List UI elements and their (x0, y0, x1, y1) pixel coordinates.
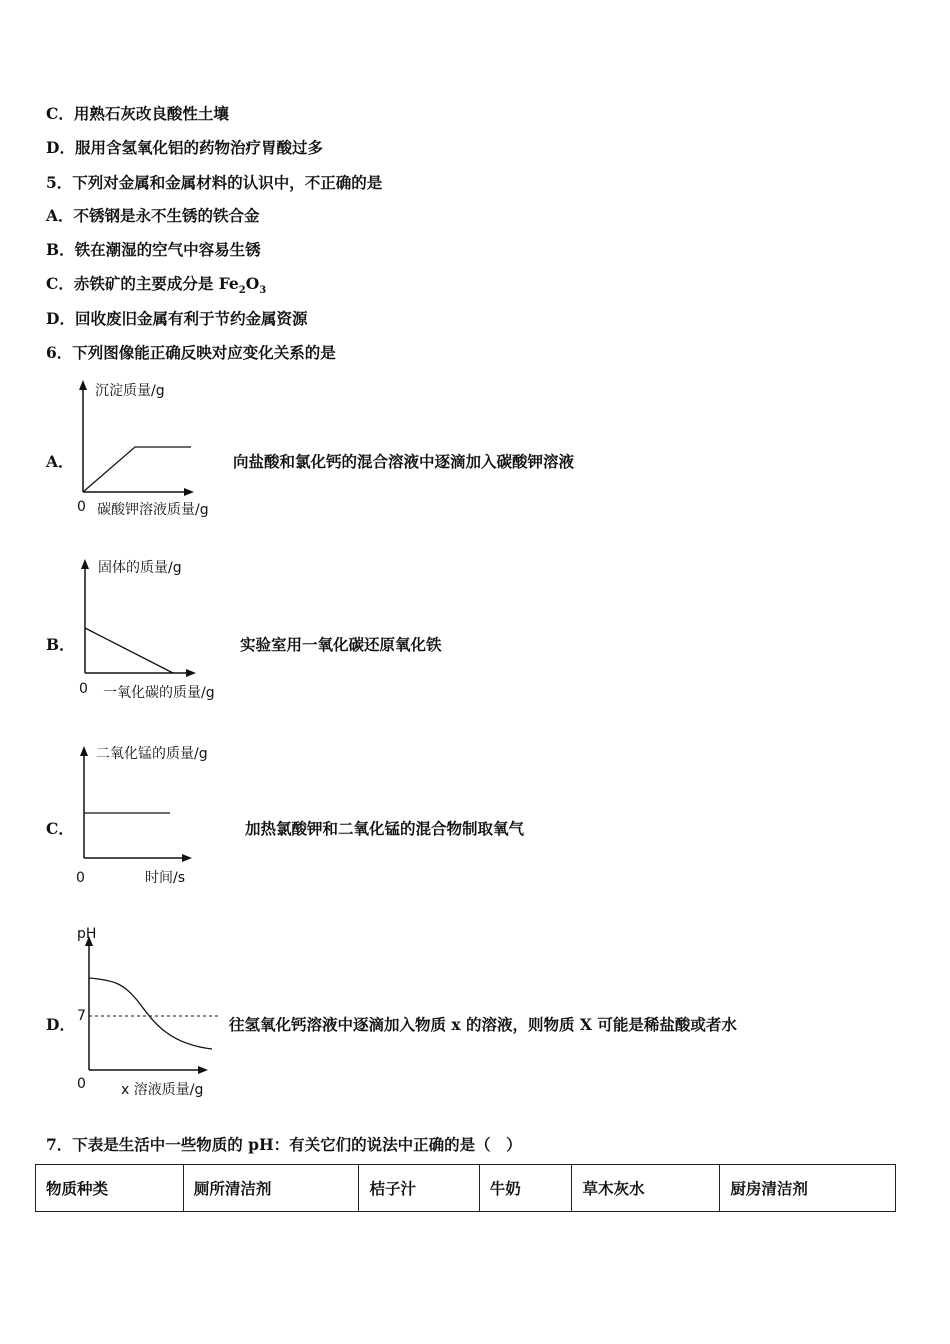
q6-desc-a: 向盐酸和氯化钙的混合溶液中逐滴加入碳酸钾溶液 (233, 452, 575, 471)
table-header-cell: 草木灰水 (572, 1165, 720, 1212)
q5c-sub2: 3 (259, 285, 267, 297)
graph-d-x-label: x 溶液质量/g (121, 1082, 204, 1098)
q5-option-a: A．不锈钢是永不生锈的铁合金 (46, 206, 260, 225)
table-header-cell: 桔子汁 (359, 1165, 479, 1212)
question-6: 6．下列图像能正确反映对应变化关系的是 (46, 343, 336, 362)
question-5: 5．下列对金属和金属材料的认识中，不正确的是 (46, 173, 383, 192)
graph-c (70, 740, 240, 888)
q5c-text: C．赤铁矿的主要成分是 Fe (46, 274, 239, 293)
q6-desc-b: 实验室用一氧化碳还原氧化铁 (240, 635, 442, 654)
q6-letter-a: A． (46, 452, 74, 471)
graph-a-curve (83, 447, 191, 492)
graph-a-x-label: 碳酸钾溶液质量/g (97, 502, 209, 518)
graph-b (70, 553, 245, 703)
q6-desc-d: 往氢氧化钙溶液中逐滴加入物质 x 的溶液，则物质 X 可能是稀盐酸或者水 (229, 1015, 737, 1034)
table-header-cell: 厕所清洁剂 (183, 1165, 359, 1212)
graph-d (70, 922, 230, 1102)
graph-b-x-label: 一氧化碳的质量/g (103, 685, 215, 701)
option-c-prev: C．用熟石灰改良酸性土壤 (46, 104, 229, 123)
table-header-cell: 物质种类 (36, 1165, 184, 1212)
table-header-cell: 厨房清洁剂 (720, 1165, 896, 1212)
graph-a-origin: 0 (77, 499, 86, 515)
graph-a-y-label: 沉淀质量/g (95, 383, 165, 399)
question-7: 7．下表是生活中一些物质的 pH：有关它们的说法中正确的是（ ） (46, 1135, 522, 1154)
q6-letter-b: B． (46, 635, 75, 654)
q5-option-c (46, 272, 266, 296)
graph-b-y-arrow (81, 559, 89, 569)
graph-d-origin: 0 (77, 1076, 86, 1092)
graph-a-x-arrow (184, 488, 194, 496)
q5-option-b: B．铁在潮湿的空气中容易生锈 (46, 240, 261, 259)
graph-d-y-label: pH (77, 926, 97, 942)
graph-c-y-arrow (80, 746, 88, 756)
graph-d-x-arrow (198, 1066, 208, 1074)
graph-b-origin: 0 (79, 681, 88, 697)
q5c-mid: O (245, 274, 260, 293)
q5c-sub1: 2 (238, 285, 246, 297)
graph-d-curve (89, 978, 212, 1049)
q6-letter-d: D． (46, 1015, 75, 1034)
graph-d-tick-7: 7 (77, 1008, 86, 1024)
q6-desc-c: 加热氯酸钾和二氧化锰的混合物制取氧气 (245, 819, 525, 838)
graph-c-x-arrow (182, 854, 192, 862)
table-row (36, 1165, 896, 1212)
graph-c-y-label: 二氧化锰的质量/g (96, 746, 208, 762)
graph-a (70, 376, 240, 521)
graph-a-y-arrow (79, 380, 87, 390)
q6-letter-c: C． (46, 819, 74, 838)
graph-c-origin: 0 (76, 870, 85, 886)
table-header-cell: 牛奶 (479, 1165, 572, 1212)
graph-b-x-arrow (186, 669, 196, 677)
q5-option-d: D．回收废旧金属有利于节约金属资源 (46, 309, 308, 328)
graph-b-curve (85, 628, 173, 673)
graph-b-y-label: 固体的质量/g (98, 560, 182, 576)
graph-c-x-label: 时间/s (145, 870, 186, 886)
ph-table (35, 1164, 896, 1212)
option-d-prev: D．服用含氢氧化铝的药物治疗胃酸过多 (46, 138, 323, 157)
